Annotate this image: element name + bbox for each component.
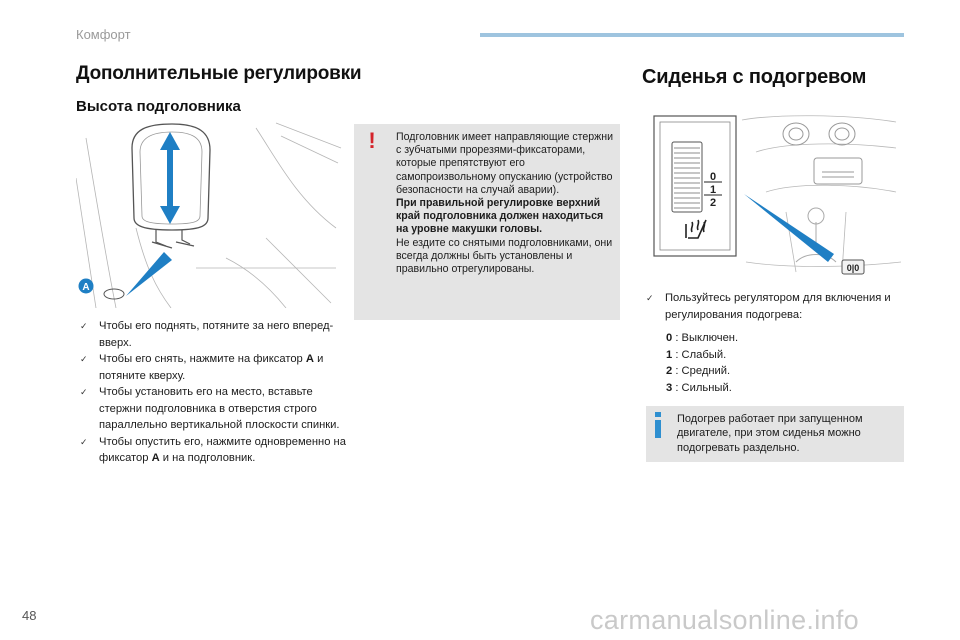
list-item: ✓ Чтобы его поднять, потяните за него вперед-вверх.	[80, 320, 334, 349]
info-icon	[652, 412, 664, 438]
heat-instruction	[646, 290, 908, 323]
headrest-instructions	[80, 318, 348, 467]
headrest-illustration	[76, 118, 346, 308]
bullet-icon: ✓	[646, 293, 654, 303]
watermark: carmanualsonline.info	[590, 605, 859, 635]
heat-level-2: 2 : Средний.	[666, 365, 731, 377]
heat-level-3: 3 : Сильный.	[666, 381, 732, 394]
bullet-icon: ✓	[80, 387, 88, 397]
dial-number-1: 1	[710, 184, 717, 196]
heat-level-1: 1 : Слабый.	[666, 348, 727, 361]
list-item: ✓ Пользуйтесь регулятором для включения и регулирования подогрева:	[646, 292, 891, 321]
warning-text	[396, 131, 618, 276]
dial-number-2: 2	[710, 197, 717, 209]
warning-exclamation-icon: !	[368, 128, 376, 153]
warning-paragraph-2: При правильной регулировке верхний край подголовника должен находиться на уровне макушки головы.	[396, 197, 604, 236]
section-accent-bar	[480, 33, 904, 37]
list-item: ✓ Чтобы опустить его, нажмите одновременно на фиксатор A и на подголовник.	[80, 435, 346, 464]
heated-seat-illustration	[646, 112, 908, 284]
page-title-right: Сиденья с подогревом	[642, 66, 867, 88]
section-label: Комфорт	[76, 27, 131, 42]
section-subtitle: Высота подголовника	[76, 98, 241, 115]
warning-paragraph-1: Подголовник имеет направляющие стержни с зубчатыми прорезями-фиксаторами, которые препятствуют его самопроизвольному опусканию (устройство безопасности на случай аварии).	[396, 131, 613, 196]
heat-level-0: 0 : Выключен.	[666, 332, 739, 344]
page-title-left: Дополнительные регулировки	[76, 63, 362, 84]
bullet-icon: ✓	[80, 436, 88, 447]
page-number: 48	[22, 608, 37, 623]
list-item: ✓ Чтобы установить его на место, вставьте стержни подголовника в отверстия строго параллельно вертикальной плоскости спинки.	[80, 386, 340, 431]
bullet-icon: ✓	[80, 354, 88, 364]
dial-number-0: 0	[710, 171, 717, 183]
heat-levels	[666, 330, 738, 396]
label-a-text: A	[82, 282, 90, 293]
bullet-icon: ✓	[80, 321, 88, 331]
seat-heat-button-label: 0|0	[846, 263, 860, 273]
info-text: Подогрев работает при запущенном двигателе, при этом сиденья можно подогревать раздельно.	[677, 413, 863, 454]
warning-paragraph-3: Не ездите со снятыми подголовниками, они всегда должны быть установлены и правильно отрегулированы.	[396, 236, 613, 276]
list-item: ✓ Чтобы его снять, нажмите на фиксатор A и потяните кверху.	[80, 353, 324, 382]
